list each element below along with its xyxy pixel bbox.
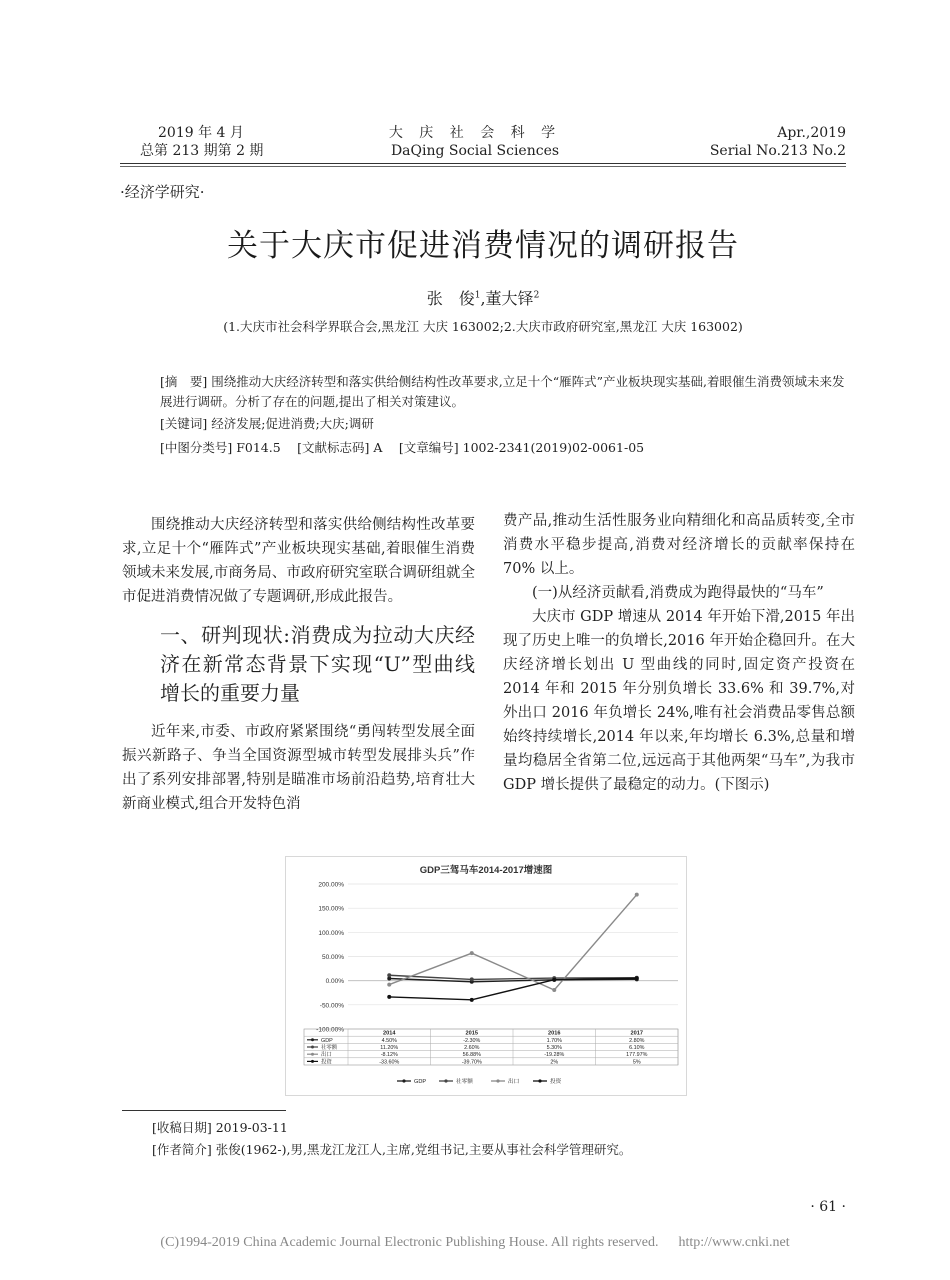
data-label: 177.97%	[626, 1052, 648, 1059]
article-title: 关于大庆市促进消费情况的调研报告	[227, 228, 739, 264]
body-paragraph: 近年来,市委、市政府紧紧围绕“勇闯转型发展全面振兴新路子、争当全国资源型城市转型发展排头兵”作出了系列安排部署,特别是瞄准市场前沿趋势,培育壮大新商业模式,组合开发特色消	[122, 724, 475, 812]
keywords: [关键词] 经济发展;促进消费;大庆;调研	[160, 416, 374, 431]
issue-number: 总第 213 期第 2 期	[140, 143, 264, 159]
table-series-name: GDP	[321, 1037, 333, 1044]
data-label: 2%	[550, 1059, 559, 1066]
author-1-affil-mark: 1	[474, 290, 481, 301]
data-point-3-0	[387, 995, 391, 999]
data-point-1-0	[387, 973, 391, 977]
data-label: -8.12%	[380, 1052, 398, 1059]
table-series-name: 社零额	[321, 1045, 338, 1051]
issue-date-en: Apr.,2019	[777, 125, 846, 141]
serial-number: Serial No.213 No.2	[709, 143, 846, 159]
body-paragraph: 费产品,推动生活性服务业向精细化和高品质转变,全市消费水平稳步提高,消费对经济增长的贡献率保持在 70% 以上。	[503, 513, 855, 577]
data-label: 5%	[632, 1059, 641, 1066]
running-header-right	[680, 124, 846, 160]
y-tick-label: 200.00%	[318, 881, 344, 889]
running-header-journal	[375, 124, 575, 160]
author-2: 董大铎	[485, 289, 534, 308]
legend-marker	[496, 1079, 499, 1082]
y-tick-label: -100.00%	[316, 1026, 344, 1034]
journal-name-cn: 大 庆 社 会 科 学	[388, 125, 562, 141]
data-point-1-1	[470, 977, 474, 981]
x-tick-label: 2017	[630, 1030, 643, 1037]
affiliation: (1.大庆市社会科学界联合会,黑龙江 大庆 163002;2.大庆市政府研究室,黑龙江 大庆 163002)	[223, 319, 743, 334]
copyright-text: (C)1994-2019 China Academic Journal Electronic Publishing House. All rights reserved.	[160, 1235, 659, 1250]
y-tick-label: 50.00%	[321, 954, 344, 961]
legend-label: 投资	[550, 1079, 562, 1085]
legend-label: 社零额	[456, 1079, 473, 1085]
header-rule	[120, 163, 846, 164]
data-point-2-2	[552, 988, 556, 992]
page-number: · 61 ·	[810, 1199, 846, 1215]
data-label: 5.30%	[546, 1045, 562, 1051]
data-label: 2.80%	[629, 1037, 645, 1044]
data-point-2-0	[387, 983, 391, 987]
table-legend-marker	[311, 1053, 314, 1056]
data-label: 1.70%	[546, 1037, 562, 1044]
gdp-growth-chart	[285, 856, 687, 1096]
data-label: -2.30%	[463, 1037, 481, 1044]
data-label: 6.10%	[629, 1045, 645, 1051]
x-tick-label: 2015	[465, 1030, 478, 1037]
legend-label: GDP	[414, 1079, 427, 1085]
copyright-line	[0, 1235, 950, 1251]
y-tick-label: -50.00%	[319, 1002, 344, 1010]
body-column-right	[503, 509, 855, 797]
data-label: 4.50%	[381, 1037, 397, 1044]
data-point-3-2	[552, 978, 556, 982]
legend-marker	[402, 1079, 405, 1082]
header-rule-thin	[120, 166, 846, 167]
author-line	[120, 286, 846, 309]
legend-label: 出口	[508, 1079, 520, 1085]
running-header-left	[140, 124, 320, 160]
issue-date: 2019 年 4 月	[158, 125, 244, 141]
chart-title: GDP三驾马车2014-2017增速图	[419, 865, 553, 876]
data-label: 56.88%	[462, 1052, 481, 1059]
x-tick-label: 2016	[548, 1030, 561, 1037]
data-point-3-3	[635, 976, 639, 980]
subsection-heading: (一)从经济贡献看,消费成为跑得最快的“马车”	[532, 585, 824, 601]
section-heading: 一、研判现状:消费成为拉动大庆经济在新常态背景下实现“U”型曲线增长的重要力量	[160, 623, 475, 705]
y-tick-label: 150.00%	[318, 905, 344, 913]
copyright-url[interactable]: http://www.cnki.net	[678, 1235, 790, 1250]
data-label: -39.70%	[461, 1059, 482, 1066]
section-tag: ·经济学研究·	[120, 183, 205, 201]
body-paragraph: 大庆市 GDP 增速从 2014 年开始下滑,2015 年出现了历史上唯一的负增长,2016 年开始企稳回升。在大庆经济增长划出 U 型曲线的同时,固定资产投资在 2014 年和 2015 年分别负增长 33.6% 和 39.7%,对外出口 2016 年负增长 24%,唯有社会消费品零售总额始终持续增长,2014 年以来,年均增长 6.3%,总量和增量均稳居全省第二位,远远高于其他两架“马车”,为我市 GDP 增长提供了最稳定的动力。(下图示)	[503, 609, 855, 793]
data-table-border	[304, 1026, 678, 1065]
author-2-affil-mark: 2	[533, 290, 540, 301]
data-label: 11.20%	[380, 1045, 399, 1051]
series-line-2	[389, 895, 637, 990]
table-series-name: 出口	[321, 1052, 332, 1059]
legend-marker	[538, 1079, 541, 1082]
data-label: -19.28%	[544, 1052, 565, 1059]
y-tick-label: 0.00%	[325, 978, 344, 986]
table-legend-marker	[311, 1060, 314, 1063]
legend-marker	[444, 1079, 447, 1082]
y-tick-label: 100.00%	[318, 929, 344, 937]
table-legend-marker	[311, 1046, 314, 1049]
footnote-rule	[122, 1110, 286, 1111]
classification-line: [中图分类号] F014.5 [文献标志码] A [文章编号] 1002-2341(2019)02-0061-05	[160, 440, 645, 455]
author-bio: [作者简介] 张俊(1962-),男,黑龙江龙江人,主席,党组书记,主要从事社会科学管理研究。	[152, 1142, 632, 1157]
journal-name-en: DaQing Social Sciences	[390, 143, 560, 159]
data-point-2-3	[635, 893, 639, 897]
chart-svg	[286, 857, 686, 1095]
data-label: -33.60%	[379, 1059, 400, 1066]
table-legend-marker	[311, 1038, 314, 1041]
data-point-3-1	[470, 998, 474, 1002]
author-separator: ,	[480, 289, 486, 308]
x-tick-label: 2014	[383, 1030, 396, 1037]
body-paragraph: 围绕推动大庆经济转型和落实供给侧结构性改革要求,立足十个“雁阵式”产业板块现实基础,着眼催生消费领域未来发展,市商务局、市政府研究室联合调研组就全市促进消费情况做了专题调研,形成此报告。	[122, 517, 475, 605]
data-point-2-1	[470, 951, 474, 955]
received-date: [收稿日期] 2019-03-11	[152, 1120, 288, 1135]
body-column-left	[122, 513, 475, 816]
abstract: [摘 要] 围绕推动大庆经济转型和落实供给侧结构性改革要求,立足十个“雁阵式”产业板块现实基础,着眼催生消费领域未来发展进行调研。分析了存在的问题,提出了相关对策建议。	[160, 374, 845, 409]
author-1: 张 俊	[426, 289, 475, 308]
table-series-name: 投资	[321, 1059, 332, 1066]
data-label: 2.60%	[464, 1045, 480, 1051]
